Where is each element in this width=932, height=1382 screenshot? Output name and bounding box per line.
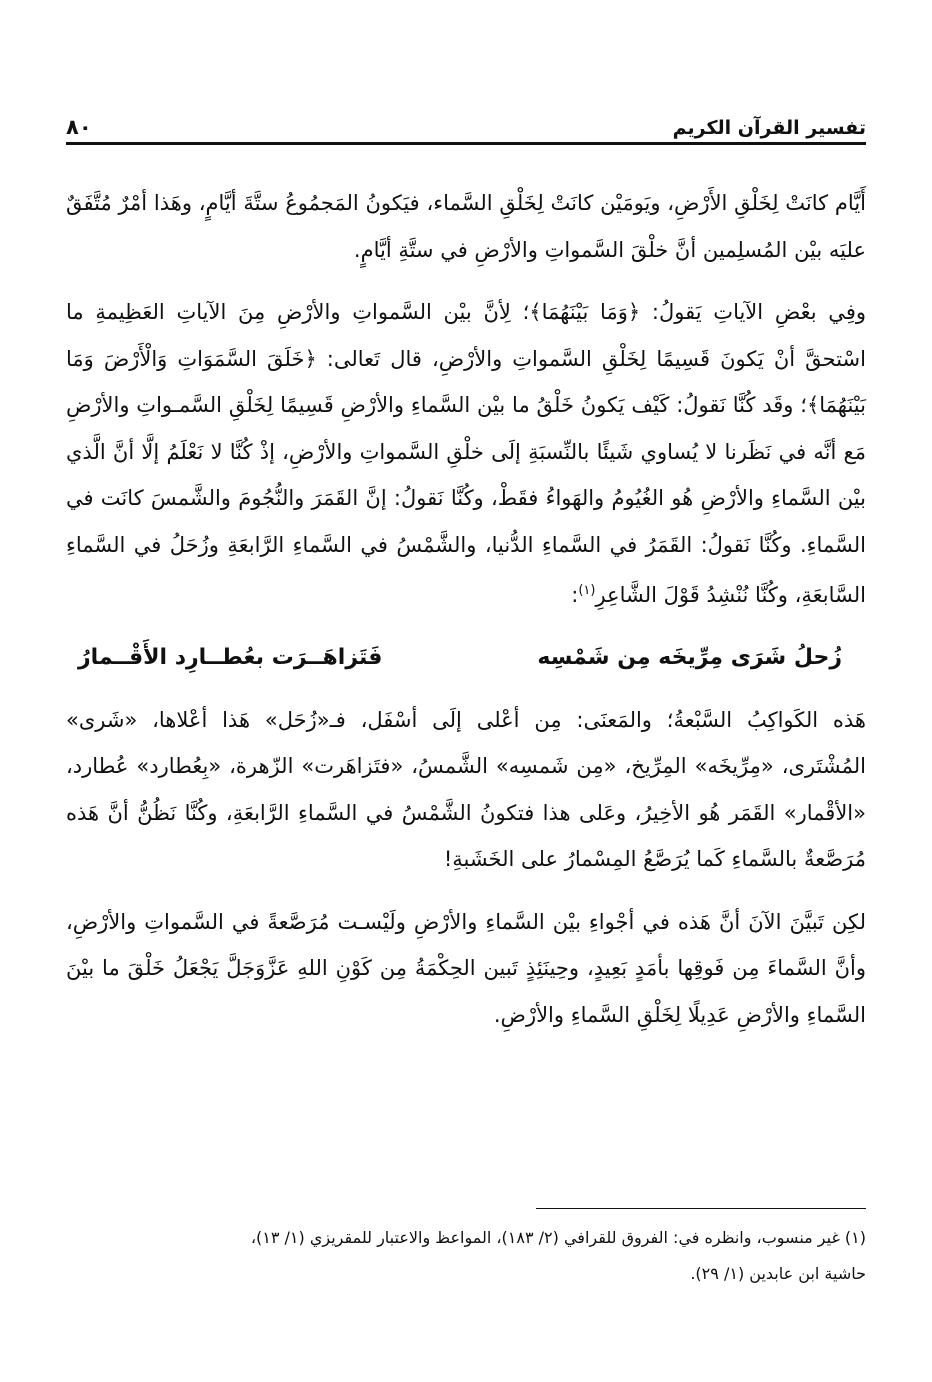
paragraph-1: أَيَّام كانَتْ لِخَلْقِ الأَرْضِ، ويَومَيْن كانَتْ لِخَلْقِ السَّماء، فيَكونُ المَجمُوعُ ستَّةَ أيَّامٍ، وهَذا أمْرٌ مُتَّفَقٌ عليَه بيْن المُسلِمين أنَّ خلْقَ السَّمواتِ والأرْضِ في ستَّةِ أيَّامٍ.	[66, 191, 866, 262]
running-title: تفسير القرآن الكريم	[672, 117, 866, 139]
verse-second-hemistich: فَتَزاهَــرَت بعُطــارِد الأَقْــمارُ	[78, 644, 383, 670]
verse-first-hemistich: زُحلُ شَرَى مِرِّيخَه مِن شَمْسِه	[537, 644, 842, 670]
footnote-separator	[536, 1208, 866, 1209]
paragraph-2-text: وفِي بعْضِ الآياتِ يَقولُ: ﴿وَمَا بَيْنَهُمَا﴾؛ لِأنَّ بيْن السَّمواتِ والأرْضِ مِنَ الآياتِ العَظِيمةِ ما اسْتحقَّ أنْ يَكونَ قَسِيمًا لِخَلْقِ السَّمواتِ والأرْضِ، قال تَعالى: ﴿خَلَقَ السَّمَوَاتِ وَالْأَرْضَ وَمَا بَيْنَهُمَا﴾؛ وقَد كُنَّا نَقولُ: كَيْف يَكونُ خَلْقُ ما بيْن السَّماءِ والأرْضِ قَسِيمًا لِخَلْقِ السَّمـواتِ والأرْضِ مَع أنَّه في نَظَرنا لا يُساوي شَيئًا بالنِّسبَةِ إلَى خلْقِ السَّمواتِ والأرْضِ، إذْ كُنَّا لا نَعْلَمُ إلَّا أنَّ الَّذي بيْن السَّماءِ والأرْضِ هُو الغُيُومُ والهَواءُ فقَطْ، وكُنَّا نَقولُ: إنَّ القَمَرَ والنُّجُومَ والشَّمسَ كانَت في السَّماءِ. وكُنَّا نَقولُ: القَمَرُ في السَّماءِ الدُّنيا، والشَّمْسُ في السَّماءِ الرَّابعَةِ وزُحَلُ في السَّماءِ السَّابعَةِ، وكُنَّا نُنْشِدُ قَوْلَ الشَّاعِرِ	[66, 300, 866, 607]
paragraph-2	[66, 289, 866, 619]
page-number: ٨٠	[66, 115, 92, 139]
footnote-marker: (١)	[578, 583, 596, 598]
page-header	[66, 108, 866, 145]
footnote-line-2: حاشية ابن عابدين (١/ ٢٩).	[690, 1264, 866, 1283]
paragraph-4: لكِن تَبيَّنَ الآنَ أنَّ هَذه في أجْواءِ بيْن السَّماءِ والأرْضِ ولَيْسـت مُرَصَّعةً في السَّمواتِ والأرْضِ، وأنَّ السَّماءَ مِن فَوقِها بأمَدٍ بَعِيدٍ، وحِينَئِذٍ تَبين الحِكْمَةُ مِن كَوْنِ اللهِ عَزَّوَجَلَّ يَجْعَلُ خَلْقَ ما بيْنَ السَّماءِ والأرْضِ عَدِيلًا لِخَلْقِ السَّماءِ والأرْضِ.	[66, 909, 866, 1027]
paragraph-3: هَذه الكَواكِبُ السَّبْعةُ؛ والمَعنَى: مِن أعْلى إلَى أسْفَل، فـ«زُحَل» هَذا أعْلاها، «شَرى» المُشْتَرى، «مِرِّيخَه» المِرِّيخ، «مِن شَمسِه» الشَّمسُ، «فتَزاهَرت» الزّهرة، «بِعُطارد» عُطارد، «الأقْمار» القَمَر هُو الأخِيرُ، وعَلى هذا فتكونُ الشَّمْسُ في السَّماءِ الرَّابعَةِ، وكُنَّا نَظُنُّ أنَّ هَذه مُرَصَّعةٌ بالسَّماءِ كَما يُرَصَّعُ المِسْمارُ على الخَشَبةِ!	[66, 707, 866, 871]
main-text	[66, 180, 866, 1038]
poetry-verse	[66, 635, 866, 681]
footnotes	[66, 1220, 866, 1292]
footnote-line-1: (١) غير منسوب، وانظره في: الفروق للقرافي (٢/ ١٨٣)، المواعظ والاعتبار للمقريزي (١/ ١٣)،	[250, 1228, 866, 1247]
paragraph-2-end: :	[571, 583, 579, 607]
